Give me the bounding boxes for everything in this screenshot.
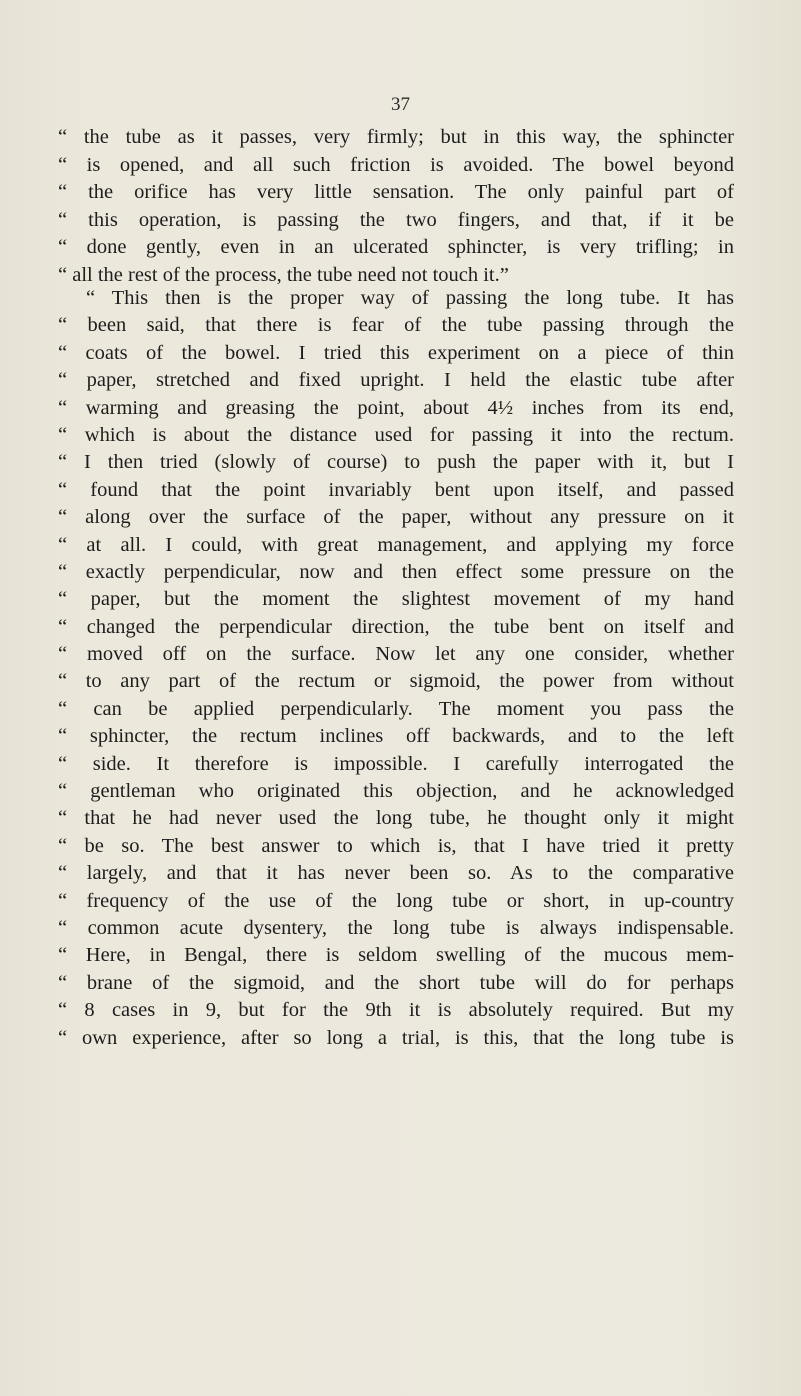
- text-line: “ largely, and that it has never been so. As to the comparative: [58, 862, 734, 885]
- text-line: “ I then tried (slowly of course) to push the paper with it, but I: [58, 451, 734, 474]
- text-line: “ moved off on the surface. Now let any one consider, whether: [58, 643, 734, 666]
- page-number: 37: [391, 94, 410, 115]
- text-line: “ which is about the distance used for passing it into the rectum.: [58, 423, 734, 446]
- text-line: “ along over the surface of the paper, without any pressure on it: [58, 506, 734, 529]
- text-line: “ be so. The best answer to which is, that I have tried it pretty: [58, 834, 734, 857]
- text-line: “ the tube as it passes, very firmly; but in this way, the sphincter: [58, 126, 734, 148]
- text-line: “ side. It therefore is impossible. I carefully interrogated the: [58, 752, 734, 775]
- text-line: “ coats of the bowel. I tried this experiment on a piece of thin: [58, 341, 734, 364]
- text-line: “ that he had never used the long tube, he thought only it might: [58, 807, 734, 830]
- text-line: “ exactly perpendicular, now and then effect some pressure on the: [58, 560, 734, 583]
- text-line: “ changed the perpendicular direction, the tube bent on itself and: [58, 615, 734, 638]
- paragraph-2: [56, 285, 734, 1052]
- text-line: “ common acute dysentery, the long tube is always indispensable.: [58, 916, 734, 939]
- text-line: “ to any part of the rectum or sigmoid, the power from without: [58, 670, 734, 693]
- text-line: “ the orifice has very little sensation. The only painful part of: [58, 181, 734, 204]
- text-line: “ frequency of the use of the long tube or short, in up-country: [58, 889, 734, 912]
- text-line: “ is opened, and all such friction is avoided. The bowel beyond: [58, 153, 734, 176]
- text-line: “ 8 cases in 9, but for the 9th it is absolutely required. But my: [58, 999, 734, 1022]
- text-line: “ This then is the proper way of passing the long tube. It has: [86, 287, 734, 309]
- text-line: “ Here, in Bengal, there is seldom swelling of the mucous mem-: [58, 944, 734, 967]
- text-line: “ own experience, after so long a trial, is this, that the long tube is: [58, 1026, 734, 1049]
- paragraph-1: [56, 124, 734, 290]
- text-line: “ can be applied perpendicularly. The moment you pass the: [58, 697, 734, 720]
- text-line: “ all the rest of the process, the tube need not touch it.”: [58, 263, 509, 286]
- text-line: “ brane of the sigmoid, and the short tube will do for perhaps: [58, 971, 734, 994]
- text-line: “ paper, but the moment the slightest movement of my hand: [58, 588, 734, 611]
- text-line: “ this operation, is passing the two fingers, and that, if it be: [58, 208, 734, 231]
- text-line: “ at all. I could, with great management, and applying my force: [58, 533, 734, 556]
- text-line: “ found that the point invariably bent upon itself, and passed: [58, 478, 734, 501]
- text-line: “ done gently, even in an ulcerated sphincter, is very trifling; in: [58, 236, 734, 259]
- text-line: “ warming and greasing the point, about 4½ inches from its end,: [58, 396, 734, 419]
- text-line: “ paper, stretched and fixed upright. I held the elastic tube after: [58, 369, 734, 392]
- text-line: “ sphincter, the rectum inclines off backwards, and to the left: [58, 725, 734, 748]
- text-line: “ gentleman who originated this objection, and he acknowledged: [58, 780, 734, 803]
- text-line: “ been said, that there is fear of the tube passing through the: [58, 314, 734, 337]
